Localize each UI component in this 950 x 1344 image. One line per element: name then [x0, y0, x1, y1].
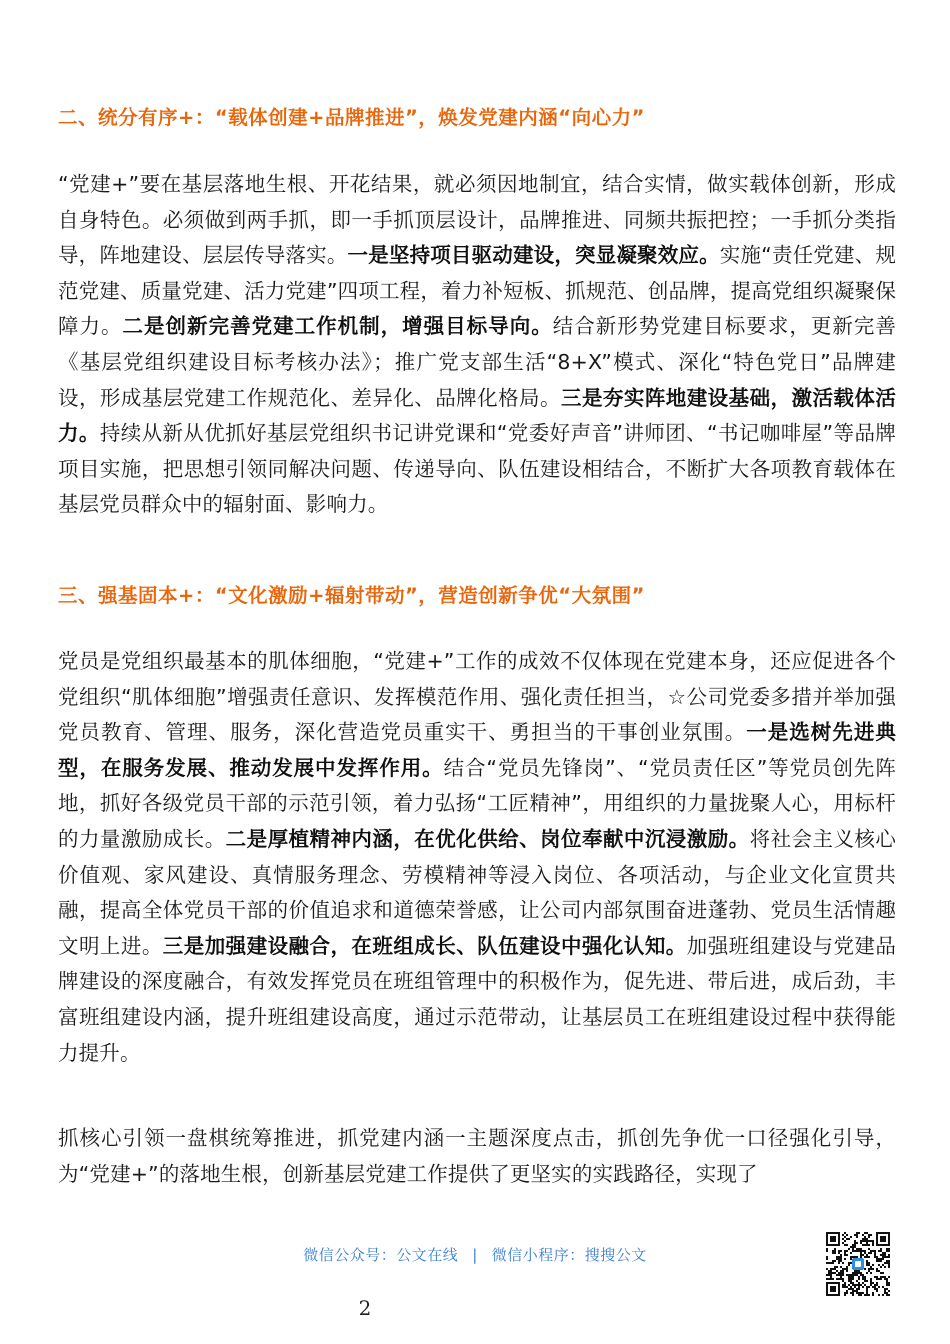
para-run-bold: 二是创新完善党建工作机制，增强目标导向。 [122, 314, 553, 339]
section-3-heading: 三、强基固本+：“文化激励+辐射带动”，营造创新争优“大氛围” [58, 584, 645, 607]
section-2-heading: 二、统分有序+：“载体创建+品牌推进”，焕发党建内涵“向心力” [58, 106, 645, 129]
wechat-miniprogram-link[interactable]: 微信小程序：搜搜公文 [491, 1246, 647, 1264]
para-run: “党建+”要在基层落地生根、开花结果，就必须因地制宜，结合实情，做实载体创新，形成自身特色。必须做到两手抓，即一手抓顶层设计，品牌推进、同频共振把控；一手抓分类指导，阵地建设、层层传导落实。 [58, 172, 896, 268]
para-run-bold: 二是厚植精神内涵，在优化供给、岗位奉献中沉浸激励。 [225, 826, 750, 851]
para-run-bold: 三是加强建设融合，在班组成长、队伍建设中强化认知。 [162, 933, 687, 958]
footer-links [0, 1244, 950, 1265]
page-number: 2 [358, 1296, 372, 1320]
para-run-bold: 三是夯实阵地建设基础，激活载体活力。 [58, 385, 896, 446]
footer-separator: | [472, 1246, 478, 1264]
para-run: 实施“责任党建、规范党建、质量党建、活力党建”四项工程，着力补短板、抓规范、创品牌，提高党组织凝聚保障力。 [58, 243, 896, 339]
section-3-paragraph [58, 644, 896, 1071]
para-run: 结合新形势党建目标要求，更新完善《基层党组织建设目标考核办法》；推广党支部生活“8+X”模式、深化“特色党日”品牌建设，形成基层党建工作规范化、差异化、品牌化格局。 [58, 314, 897, 410]
wechat-account-link[interactable]: 微信公众号：公文在线 [303, 1246, 459, 1264]
qr-code-icon[interactable] [826, 1232, 890, 1296]
para-run-bold: 一是坚持项目驱动建设，突显凝聚效应。 [347, 243, 720, 268]
section-2-paragraph [58, 167, 896, 523]
para-run: 将社会主义核心价值观、家风建设、真情服务理念、劳模精神等浸入岗位、各项活动，与企业文化宣贯共融，提高全体党员干部的价值追求和道德荣誉感，让公司内部氛围奋进蓬勃、党员生活情趣文明上进。 [58, 826, 897, 958]
para-run: 党员是党组织最基本的肌体细胞，“党建+”工作的成效不仅体现在党建本身，还应促进各个党组织“肌体细胞”增强责任意识、发挥模范作用、强化责任担当，☆公司党委多措并举加强党员教育、管理、服务，深化营造党员重实干、勇担当的干事创业氛围。 [58, 649, 896, 745]
para-run: 持续从新从优抓好基层党组织书记讲党课和“党委好声音”讲师团、“书记咖啡屋”等品牌项目实施，把思想引领同解决问题、传递导向、队伍建设相结合，不断扩大各项教育载体在基层党员群众中的辐射面、影响力。 [58, 421, 896, 517]
para-run: 结合“党员先锋岗”、“党员责任区”等党员创先阵地，抓好各级党员干部的示范引领，着力弘扬“工匠精神”，用组织的力量拢聚人心，用标杆的力量激励成长。 [58, 755, 896, 851]
para-run: 加强班组建设与党建品牌建设的深度融合，有效发挥党员在班组管理中的积极作为，促先进、带后进，成后劲，丰富班组建设内涵，提升班组建设高度，通过示范带动，让基层员工在班组建设过程中获得能力提升。 [58, 933, 897, 1065]
para-run-bold: 一是选树先进典型，在服务发展、推动发展中发挥作用。 [58, 720, 896, 780]
closing-paragraph: 抓核心引领一盘棋统筹推进，抓党建内涵一主题深度点击，抓创先争优一口径强化引导，为“党建+”的落地生根，创新基层党建工作提供了更坚实的实践路径，实现了 [58, 1126, 896, 1186]
